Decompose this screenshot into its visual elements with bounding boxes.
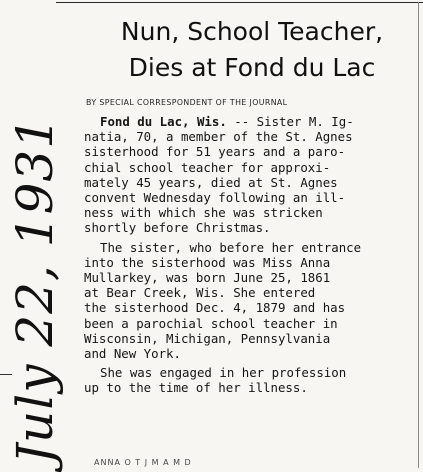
article-line: up to the time of her illness. xyxy=(84,380,308,396)
handwritten-date-svg xyxy=(0,0,78,472)
clipping-top-edge xyxy=(56,2,423,3)
article-line xyxy=(84,114,414,129)
article-line: mately 45 years, died at St. Agnes xyxy=(84,174,338,190)
article-body xyxy=(84,114,414,400)
article-line: chial school teacher for approxi- xyxy=(84,159,331,175)
article-line: Wisconsin, Michigan, Pennsylvania xyxy=(84,330,331,346)
dateline-dash: -- xyxy=(226,114,257,129)
headline xyxy=(92,14,412,86)
paragraph-1 xyxy=(84,114,414,236)
headline-line-2: Dies at Fond du Lac xyxy=(128,53,376,82)
article-line: the sisterhood Dec. 4, 1879 and has xyxy=(84,300,346,316)
handwritten-date xyxy=(0,0,78,472)
article-text: Sister M. Ig- xyxy=(256,114,354,129)
article-line: and New York. xyxy=(84,346,181,362)
article-line: ness with which she was stricken xyxy=(84,205,323,221)
article-line: at Bear Creek, Wis. She entered xyxy=(84,285,316,301)
article-line: The sister, who before her entrance xyxy=(100,239,362,255)
article-line: been a parochial school teacher in xyxy=(84,315,338,331)
article-line: into the sisterhood was Miss Anna xyxy=(84,254,331,270)
article-line: Mullarkey, was born June 25, 1861 xyxy=(84,270,331,286)
article-line: She was engaged in her profession xyxy=(100,365,347,381)
paragraph-2 xyxy=(84,240,414,362)
handwritten-date-text: July 22, 1931 xyxy=(6,115,64,464)
byline: BY SPECIAL CORRESPONDENT OF THE JOURNAL xyxy=(86,98,288,107)
paragraph-3 xyxy=(84,365,414,395)
article-line: convent Wednesday following an ill- xyxy=(84,190,346,206)
dateline: Fond du Lac, Wis. xyxy=(100,114,227,129)
headline-line-1: Nun, School Teacher, xyxy=(120,17,384,46)
article-line: shortly before Christmas. xyxy=(84,220,271,236)
clipping-right-edge xyxy=(418,2,419,468)
article-line: sisterhood for 51 years and a paro- xyxy=(84,144,346,160)
cut-off-text: ANNA O T J M A M D xyxy=(94,458,192,467)
article-line: natia, 70, a member of the St. Agnes xyxy=(84,129,353,145)
